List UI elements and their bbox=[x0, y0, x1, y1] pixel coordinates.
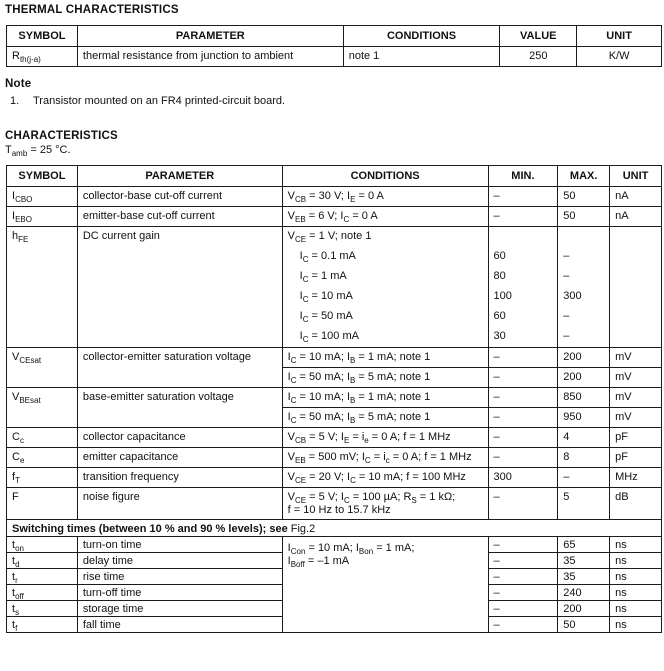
thermal-header-parameter: PARAMETER bbox=[77, 26, 343, 47]
symbol-cell: $C_c$ bbox=[7, 428, 78, 448]
characteristics-table bbox=[6, 165, 662, 633]
row-iebo bbox=[7, 207, 662, 227]
symbol-cell: $t_d$ bbox=[7, 553, 78, 569]
max-cell: 950 bbox=[558, 408, 610, 428]
row-ce bbox=[7, 448, 662, 468]
thermal-parameter-cell: thermal resistance from junction to ambient bbox=[77, 47, 343, 67]
min-value: 60 bbox=[493, 310, 506, 322]
condition-line: $I_C = 50$ mA bbox=[299, 310, 353, 325]
unit-cell: mV bbox=[610, 348, 662, 368]
min-cell bbox=[488, 227, 558, 348]
thermal-section-heading: THERMAL CHARACTERISTICS bbox=[5, 4, 179, 16]
symbol-cell: $f_T$ bbox=[7, 468, 78, 488]
characteristics-section-heading: CHARACTERISTICS bbox=[5, 130, 118, 142]
min-cell: – bbox=[488, 348, 558, 368]
conditions-cell: $I_C = 50$ mA; $I_B = 5$ mA; note 1 bbox=[282, 408, 488, 428]
parameter-cell: emitter-base cut-off current bbox=[77, 207, 282, 227]
max-cell bbox=[558, 227, 610, 348]
parameter-cell: turn-on time bbox=[77, 537, 282, 553]
unit-cell bbox=[610, 227, 662, 348]
row-vcesat-1 bbox=[7, 348, 662, 368]
parameter-cell: base-emitter saturation voltage bbox=[77, 388, 282, 428]
max-cell: 4 bbox=[558, 428, 610, 448]
min-cell: – bbox=[488, 488, 558, 520]
max-cell: 200 bbox=[558, 601, 610, 617]
switching-conditions-cell bbox=[282, 537, 488, 633]
unit-cell: ns bbox=[610, 585, 662, 601]
char-header-unit: UNIT bbox=[610, 166, 662, 187]
max-cell: 50 bbox=[558, 187, 610, 207]
min-value bbox=[489, 227, 558, 247]
thermal-symbol-cell: $R_{th(j-a)}$ bbox=[7, 47, 78, 67]
min-cell: – bbox=[488, 408, 558, 428]
thermal-value-cell: 250 bbox=[500, 47, 577, 67]
figure-reference: Fig.2 bbox=[290, 523, 316, 535]
parameter-cell: collector-emitter saturation voltage bbox=[77, 348, 282, 388]
conditions-cell: $I_C = 50$ mA; $I_B = 5$ mA; note 1 bbox=[282, 368, 488, 388]
conditions-cell: $V_{EB} = 500$ mV; $I_C = i_c = 0$ A; f = 1 MHz bbox=[282, 448, 488, 468]
parameter-cell: noise figure bbox=[77, 488, 282, 520]
unit-cell: mV bbox=[610, 388, 662, 408]
unit-cell: mV bbox=[610, 408, 662, 428]
symbol-cell: $t_r$ bbox=[7, 569, 78, 585]
unit-cell: MHz bbox=[610, 468, 662, 488]
condition-line: $I_C = 0.1$ mA bbox=[299, 250, 356, 265]
unit-cell: ns bbox=[610, 537, 662, 553]
min-cell: – bbox=[488, 569, 558, 585]
row-icbo bbox=[7, 187, 662, 207]
symbol-cell: $C_e$ bbox=[7, 448, 78, 468]
min-cell: – bbox=[488, 601, 558, 617]
max-cell: 65 bbox=[558, 537, 610, 553]
min-cell: – bbox=[488, 553, 558, 569]
unit-cell: pF bbox=[610, 448, 662, 468]
unit-cell: mV bbox=[610, 368, 662, 388]
min-cell: – bbox=[488, 448, 558, 468]
max-value bbox=[558, 227, 609, 247]
max-cell: 5 bbox=[558, 488, 610, 520]
char-header-min: MIN. bbox=[488, 166, 558, 187]
thermal-header-value: VALUE bbox=[500, 26, 577, 47]
row-hfe bbox=[7, 227, 662, 348]
parameter-cell: storage time bbox=[77, 601, 282, 617]
parameter-cell: collector-base cut-off current bbox=[77, 187, 282, 207]
thermal-data-row bbox=[7, 47, 662, 67]
unit-cell: pF bbox=[610, 428, 662, 448]
note-number: 1. bbox=[10, 95, 20, 107]
condition-line: $I_{Boff} = -1$ mA bbox=[287, 555, 350, 570]
max-cell: 850 bbox=[558, 388, 610, 408]
parameter-cell: fall time bbox=[77, 617, 282, 633]
condition-line: $I_C = 1$ mA bbox=[299, 270, 347, 285]
conditions-cell bbox=[282, 488, 488, 520]
condition-line: $V_{CE} = 5$ V; $I_C = 100$ µA; $R_S = 1$ kΩ; bbox=[287, 491, 456, 506]
char-header-row bbox=[7, 166, 662, 187]
symbol-cell: $I_{EBO}$ bbox=[7, 207, 78, 227]
max-cell: 240 bbox=[558, 585, 610, 601]
thermal-unit-cell: K/W bbox=[577, 47, 662, 67]
symbol-cell: $I_{CBO}$ bbox=[7, 187, 78, 207]
thermal-header-unit: UNIT bbox=[577, 26, 662, 47]
thermal-header-symbol: SYMBOL bbox=[7, 26, 78, 47]
condition-line: f = 10 Hz to 15.7 kHz bbox=[287, 504, 391, 516]
max-value: 300 bbox=[563, 290, 582, 302]
min-cell: – bbox=[488, 537, 558, 553]
thermal-header-row bbox=[7, 26, 662, 47]
conditions-cell: $I_C = 10$ mA; $I_B = 1$ mA; note 1 bbox=[282, 348, 488, 368]
min-value: 80 bbox=[493, 270, 506, 282]
unit-cell: nA bbox=[610, 187, 662, 207]
char-header-max: MAX. bbox=[558, 166, 610, 187]
condition-line: $I_C = 100$ mA bbox=[299, 330, 359, 345]
min-value: 30 bbox=[493, 330, 506, 342]
parameter-cell: turn-off time bbox=[77, 585, 282, 601]
row-vbesat-1 bbox=[7, 388, 662, 408]
unit-cell: ns bbox=[610, 569, 662, 585]
symbol-cell: $V_{CEsat}$ bbox=[7, 348, 78, 388]
conditions-cell: $V_{CE} = 20$ V; $I_C = 10$ mA; f = 100 MHz bbox=[282, 468, 488, 488]
symbol-cell: $t_s$ bbox=[7, 601, 78, 617]
condition-line: $I_{Con} = 10$ mA; $I_{Bon} = 1$ mA; bbox=[287, 542, 415, 557]
switching-times-header-row bbox=[7, 520, 662, 537]
parameter-cell: transition frequency bbox=[77, 468, 282, 488]
parameter-cell: DC current gain bbox=[77, 227, 282, 348]
min-value: 100 bbox=[493, 290, 512, 302]
parameter-cell: collector capacitance bbox=[77, 428, 282, 448]
thermal-table bbox=[6, 25, 662, 67]
max-cell: 35 bbox=[558, 553, 610, 569]
conditions-cell: $V_{EB} = 6$ V; $I_C = 0$ A bbox=[282, 207, 488, 227]
max-cell: 200 bbox=[558, 348, 610, 368]
ambient-temperature-line: $T_{amb} = 25$ °C. bbox=[5, 144, 71, 159]
min-cell: – bbox=[488, 428, 558, 448]
note-item-1 bbox=[10, 95, 662, 107]
min-cell: – bbox=[488, 388, 558, 408]
max-cell: 8 bbox=[558, 448, 610, 468]
unit-cell: ns bbox=[610, 617, 662, 633]
char-header-symbol: SYMBOL bbox=[7, 166, 78, 187]
max-cell: 200 bbox=[558, 368, 610, 388]
max-cell: 50 bbox=[558, 207, 610, 227]
conditions-cell: $I_C = 10$ mA; $I_B = 1$ mA; note 1 bbox=[282, 388, 488, 408]
symbol-cell: $t_f$ bbox=[7, 617, 78, 633]
max-value: – bbox=[563, 310, 570, 322]
max-cell: 50 bbox=[558, 617, 610, 633]
note-heading: Note bbox=[5, 78, 32, 90]
unit-cell: ns bbox=[610, 601, 662, 617]
max-value: – bbox=[563, 270, 570, 282]
max-value: – bbox=[563, 330, 570, 342]
char-header-conditions: CONDITIONS bbox=[282, 166, 488, 187]
switching-times-header-text: Switching times (between 10 % and 90 % levels); see bbox=[12, 523, 291, 535]
min-cell: – bbox=[488, 617, 558, 633]
symbol-cell: $h_{FE}$ bbox=[7, 227, 78, 348]
min-cell: – bbox=[488, 207, 558, 227]
max-value: – bbox=[563, 250, 570, 262]
row-ton bbox=[7, 537, 662, 553]
min-cell: 300 bbox=[488, 468, 558, 488]
switching-times-header bbox=[7, 520, 662, 537]
unit-cell: nA bbox=[610, 207, 662, 227]
unit-cell: dB bbox=[610, 488, 662, 520]
parameter-cell: delay time bbox=[77, 553, 282, 569]
condition-line: $V_{CE} = 1$ V; note 1 bbox=[287, 230, 372, 245]
conditions-cell: $V_{CB} = 5$ V; $I_E = i_e = 0$ A; f = 1 MHz bbox=[282, 428, 488, 448]
symbol-cell: F bbox=[7, 488, 78, 520]
symbol-cell: $V_{BEsat}$ bbox=[7, 388, 78, 428]
row-noise-figure bbox=[7, 488, 662, 520]
thermal-conditions-cell: note 1 bbox=[343, 47, 500, 67]
condition-line: $I_C = 10$ mA bbox=[299, 290, 353, 305]
parameter-cell: rise time bbox=[77, 569, 282, 585]
note-text: Transistor mounted on an FR4 printed-circuit board. bbox=[33, 95, 286, 107]
symbol-cell: $t_{off}$ bbox=[7, 585, 78, 601]
min-value: 60 bbox=[493, 250, 506, 262]
max-cell: 35 bbox=[558, 569, 610, 585]
min-cell: – bbox=[488, 368, 558, 388]
parameter-cell: emitter capacitance bbox=[77, 448, 282, 468]
char-header-parameter: PARAMETER bbox=[77, 166, 282, 187]
symbol-cell: $t_{on}$ bbox=[7, 537, 78, 553]
row-ft bbox=[7, 468, 662, 488]
max-cell: – bbox=[558, 468, 610, 488]
conditions-cell bbox=[282, 227, 488, 348]
thermal-header-conditions: CONDITIONS bbox=[343, 26, 500, 47]
unit-cell: ns bbox=[610, 553, 662, 569]
conditions-cell: $V_{CB} = 30$ V; $I_E = 0$ A bbox=[282, 187, 488, 207]
min-cell: – bbox=[488, 585, 558, 601]
row-cc bbox=[7, 428, 662, 448]
min-cell: – bbox=[488, 187, 558, 207]
